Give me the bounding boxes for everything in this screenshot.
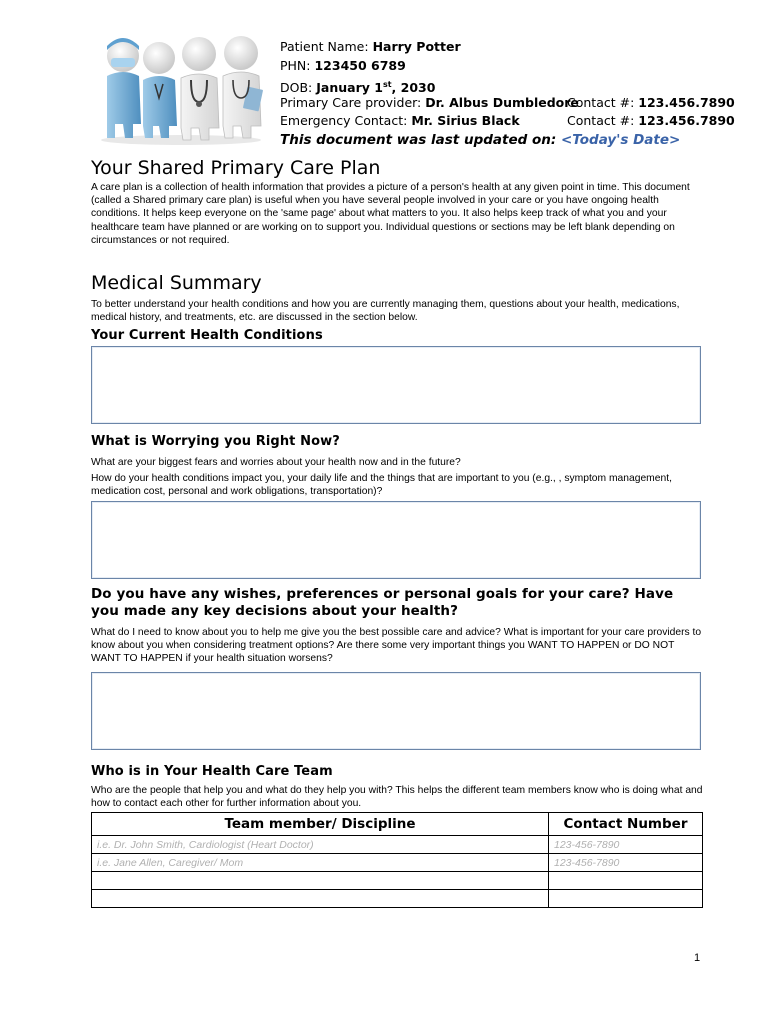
worry-heading: What is Worrying you Right Now?	[91, 434, 340, 449]
primary-contact	[567, 94, 735, 112]
conditions-input-box[interactable]	[91, 346, 701, 424]
phn-label: PHN:	[280, 58, 311, 73]
plan-description: A care plan is a collection of health information that provides a picture of a person's health at any given point in time. This document (called a Shared primary care plan) is useful when you have several people involved in your care or you have ongoing health conditions. It helps keep everyone on the 'same page' about what matters to you. It also helps keep track of what you and your healthcare team have planned or are working on to support you. Individual questions or sections may be left blank depending on circumstances or not required.	[91, 182, 690, 246]
doctor-clipboard-figure	[223, 36, 263, 138]
primary-care-line	[280, 94, 579, 112]
team-heading: Who is in Your Health Care Team	[91, 764, 333, 779]
phn-line	[280, 57, 406, 75]
team-table	[91, 812, 703, 908]
dob-label: DOB:	[280, 80, 313, 96]
table-row	[92, 854, 703, 872]
team-description: Who are the people that help you and what do they help you with? This helps the different team members know who is doing what and how to contact each other for further information about you.	[91, 785, 703, 810]
medical-summary-title: Medical Summary	[91, 272, 262, 294]
team-member-cell[interactable]	[92, 890, 549, 908]
team-table-header	[92, 813, 703, 836]
page-number: 1	[694, 952, 701, 964]
emergency-contact-line	[280, 112, 520, 130]
contact-number-cell[interactable]: 123-456-7890	[549, 836, 703, 854]
medical-summary-description: To better understand your health conditions and how you are currently managing them, questions about your health, medications, medical history, and treatments, etc. are discussed in the section below.	[91, 299, 680, 324]
last-updated-date[interactable]: <Today's Date>	[560, 132, 681, 148]
emergency-contact-number: 123.456.7890	[638, 113, 735, 128]
surgeon-figure	[107, 38, 141, 138]
patient-name-value: Harry Potter	[372, 39, 461, 54]
primary-care-label: Primary Care provider:	[280, 95, 422, 110]
emergency-contact	[567, 112, 735, 130]
dob-suffix: st	[382, 80, 392, 89]
wishes-input-box[interactable]	[91, 672, 701, 750]
table-row	[92, 890, 703, 908]
team-member-cell[interactable]: i.e. Dr. John Smith, Cardiologist (Heart Doctor)	[92, 836, 549, 854]
last-updated-label: This document was last updated on:	[280, 132, 557, 148]
dob-day: January 1	[316, 80, 383, 96]
worry-question-1: What are your biggest fears and worries about your health now and in the future?	[91, 457, 461, 468]
emergency-contact-name: Mr. Sirius Black	[411, 113, 520, 128]
worry-input-box[interactable]	[91, 501, 701, 579]
emergency-contact-number-label: Contact #:	[567, 113, 635, 128]
patient-name-label: Patient Name:	[280, 39, 369, 54]
contact-number-column-header: Contact Number	[549, 813, 703, 836]
patient-name-line	[280, 38, 461, 56]
table-row	[92, 836, 703, 854]
wishes-description: What do I need to know about you to help me give you the best possible care and advice? What is important for your care providers to know about you when considering treatment options? Are there some very important things you WANT TO HAPPEN or DO NOT WANT TO HAPPEN if your health situation worsens?	[91, 627, 702, 665]
contact-number-cell[interactable]: 123-456-7890	[549, 854, 703, 872]
primary-contact-label: Contact #:	[567, 95, 635, 110]
contact-number-cell[interactable]	[549, 872, 703, 890]
nurse-figure	[143, 42, 177, 138]
team-member-cell[interactable]	[92, 872, 549, 890]
team-member-cell[interactable]: i.e. Jane Allen, Caregiver/ Mom	[92, 854, 549, 872]
team-member-column-header: Team member/ Discipline	[92, 813, 549, 836]
phn-value: 123450 6789	[314, 58, 406, 73]
care-team-illustration	[95, 28, 267, 146]
last-updated-line	[280, 132, 680, 148]
wishes-heading: Do you have any wishes, preferences or personal goals for your care? Have you made any key decisions about your health?	[91, 586, 674, 619]
worry-question-2: How do your health conditions impact you, your daily life and the things that are important to you (e.g., , symptom management, medication cost, personal and work obligations, transportation)?	[91, 473, 672, 498]
dob-year: , 2030	[391, 80, 436, 96]
doctor-figure	[181, 37, 219, 140]
contact-number-cell[interactable]	[549, 890, 703, 908]
dob-value	[316, 80, 435, 95]
conditions-heading: Your Current Health Conditions	[91, 328, 323, 343]
plan-title: Your Shared Primary Care Plan	[91, 157, 381, 179]
primary-care-name: Dr. Albus Dumbledore	[425, 95, 579, 110]
primary-contact-value: 123.456.7890	[638, 95, 735, 110]
table-row	[92, 872, 703, 890]
emergency-contact-label: Emergency Contact:	[280, 113, 408, 128]
